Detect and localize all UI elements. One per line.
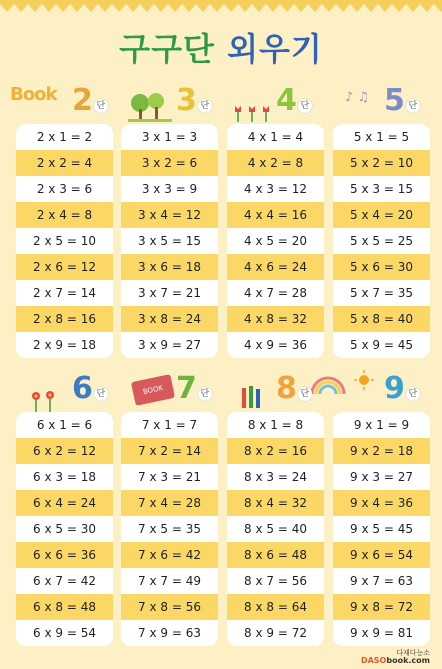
- table-badge-3: [176, 83, 212, 118]
- table-card-8: [227, 412, 324, 646]
- table-row: 9 x 8 = 72: [333, 594, 430, 620]
- table-badge-5: [384, 83, 420, 118]
- table-row: 2 x 3 = 6: [16, 176, 113, 202]
- footer-brand-daso: DASO: [360, 656, 387, 665]
- dan-label: 단: [198, 387, 212, 401]
- table-number: 6: [72, 371, 93, 406]
- table-row: 5 x 2 = 10: [333, 150, 430, 176]
- table-row: 7 x 8 = 56: [121, 594, 218, 620]
- table-row: 5 x 5 = 25: [333, 228, 430, 254]
- table-row: 9 x 6 = 54: [333, 542, 430, 568]
- table-card-3: [121, 124, 218, 358]
- flowers-icon: [30, 390, 58, 412]
- table-number: 7: [176, 371, 197, 406]
- music-notes-icon: ♪ ♫: [345, 90, 370, 105]
- table-row: 9 x 3 = 27: [333, 464, 430, 490]
- table-badge-9: [384, 371, 420, 406]
- table-row: 4 x 1 = 4: [227, 124, 324, 150]
- table-row: 2 x 4 = 8: [16, 202, 113, 228]
- table-row: 2 x 1 = 2: [16, 124, 113, 150]
- table-row: 8 x 6 = 48: [227, 542, 324, 568]
- table-row: 5 x 6 = 30: [333, 254, 430, 280]
- table-row: 7 x 1 = 7: [121, 412, 218, 438]
- table-number: 3: [176, 83, 197, 118]
- table-badge-6: [72, 371, 108, 406]
- pencils-icon: [240, 384, 262, 408]
- table-row: 8 x 8 = 64: [227, 594, 324, 620]
- table-card-4: [227, 124, 324, 358]
- table-row: 8 x 3 = 24: [227, 464, 324, 490]
- table-card-5: [333, 124, 430, 358]
- table-row: 6 x 9 = 54: [16, 620, 113, 646]
- footer-brand: [361, 649, 430, 665]
- dan-label: 단: [406, 387, 420, 401]
- table-row: 3 x 2 = 6: [121, 150, 218, 176]
- table-row: 9 x 2 = 18: [333, 438, 430, 464]
- table-row: 8 x 1 = 8: [227, 412, 324, 438]
- table-row: 6 x 2 = 12: [16, 438, 113, 464]
- table-row: 9 x 5 = 45: [333, 516, 430, 542]
- table-row: 5 x 9 = 45: [333, 332, 430, 358]
- title-part1: 구구단: [119, 30, 215, 68]
- book-icon: [131, 374, 175, 406]
- table-row: 3 x 8 = 24: [121, 306, 218, 332]
- tree-icon: [128, 92, 172, 122]
- table-row: 5 x 8 = 40: [333, 306, 430, 332]
- table-row: 4 x 3 = 12: [227, 176, 324, 202]
- table-row: 6 x 1 = 6: [16, 412, 113, 438]
- table-row: 3 x 7 = 21: [121, 280, 218, 306]
- table-row: 4 x 2 = 8: [227, 150, 324, 176]
- table-row: 6 x 8 = 48: [16, 594, 113, 620]
- footer-brand-top: 다재다능소: [396, 649, 430, 657]
- table-row: 2 x 7 = 14: [16, 280, 113, 306]
- table-badge-7: [176, 371, 212, 406]
- table-row: 3 x 1 = 3: [121, 124, 218, 150]
- table-row: 3 x 5 = 15: [121, 228, 218, 254]
- table-card-2: [16, 124, 113, 358]
- dan-label: 단: [298, 387, 312, 401]
- table-row: 2 x 9 = 18: [16, 332, 113, 358]
- table-row: 4 x 4 = 16: [227, 202, 324, 228]
- table-row: 4 x 7 = 28: [227, 280, 324, 306]
- table-card-7: [121, 412, 218, 646]
- table-row: 6 x 7 = 42: [16, 568, 113, 594]
- table-number: 8: [276, 371, 297, 406]
- page-title: [0, 24, 442, 70]
- dan-label: 단: [298, 99, 312, 113]
- table-row: 7 x 5 = 35: [121, 516, 218, 542]
- table-number: 5: [384, 83, 405, 118]
- table-row: 4 x 9 = 36: [227, 332, 324, 358]
- book-cover-text: BOOK: [142, 383, 164, 397]
- table-row: 4 x 5 = 20: [227, 228, 324, 254]
- table-row: 7 x 3 = 21: [121, 464, 218, 490]
- table-badge-8: [276, 371, 312, 406]
- table-row: 3 x 3 = 9: [121, 176, 218, 202]
- table-row: 7 x 6 = 42: [121, 542, 218, 568]
- table-row: 8 x 4 = 32: [227, 490, 324, 516]
- table-row: 7 x 9 = 63: [121, 620, 218, 646]
- table-row: 8 x 5 = 40: [227, 516, 324, 542]
- table-row: 2 x 6 = 12: [16, 254, 113, 280]
- table-row: 3 x 4 = 12: [121, 202, 218, 228]
- table-number: 4: [276, 83, 297, 118]
- table-row: 5 x 7 = 35: [333, 280, 430, 306]
- table-number: 2: [72, 83, 93, 118]
- table-row: 3 x 9 = 27: [121, 332, 218, 358]
- title-part2: 외우기: [227, 30, 323, 68]
- table-row: 4 x 6 = 24: [227, 254, 324, 280]
- table-card-6: [16, 412, 113, 646]
- table-row: 4 x 8 = 32: [227, 306, 324, 332]
- table-row: 9 x 9 = 81: [333, 620, 430, 646]
- table-row: 9 x 4 = 36: [333, 490, 430, 516]
- book-letters-decoration: [10, 84, 56, 105]
- table-row: 8 x 2 = 16: [227, 438, 324, 464]
- table-row: 6 x 3 = 18: [16, 464, 113, 490]
- dan-label: 단: [198, 99, 212, 113]
- dan-label: 단: [94, 387, 108, 401]
- table-badge-4: [276, 83, 312, 118]
- table-row: 8 x 7 = 56: [227, 568, 324, 594]
- table-row: 6 x 4 = 24: [16, 490, 113, 516]
- dan-label: 단: [94, 99, 108, 113]
- table-row: 9 x 7 = 63: [333, 568, 430, 594]
- table-row: 8 x 9 = 72: [227, 620, 324, 646]
- table-card-9: [333, 412, 430, 646]
- zigzag-border: [0, 0, 442, 14]
- table-row: 2 x 8 = 16: [16, 306, 113, 332]
- table-row: 7 x 7 = 49: [121, 568, 218, 594]
- footer-brand-domain: book.com: [386, 656, 430, 665]
- table-row: 5 x 4 = 20: [333, 202, 430, 228]
- table-row: 9 x 1 = 9: [333, 412, 430, 438]
- table-row: 2 x 2 = 4: [16, 150, 113, 176]
- table-badge-2: [72, 83, 108, 118]
- table-row: 5 x 1 = 5: [333, 124, 430, 150]
- tulips-icon: [232, 104, 278, 122]
- table-number: 9: [384, 371, 405, 406]
- table-row: 7 x 2 = 14: [121, 438, 218, 464]
- book-letters: Book: [10, 84, 57, 105]
- table-row: 7 x 4 = 28: [121, 490, 218, 516]
- table-row: 6 x 6 = 36: [16, 542, 113, 568]
- table-row: 3 x 6 = 18: [121, 254, 218, 280]
- table-row: 5 x 3 = 15: [333, 176, 430, 202]
- rainbow-icon: [310, 372, 346, 394]
- dan-label: 단: [406, 99, 420, 113]
- sun-icon: [354, 370, 374, 390]
- table-row: 2 x 5 = 10: [16, 228, 113, 254]
- table-row: 6 x 5 = 30: [16, 516, 113, 542]
